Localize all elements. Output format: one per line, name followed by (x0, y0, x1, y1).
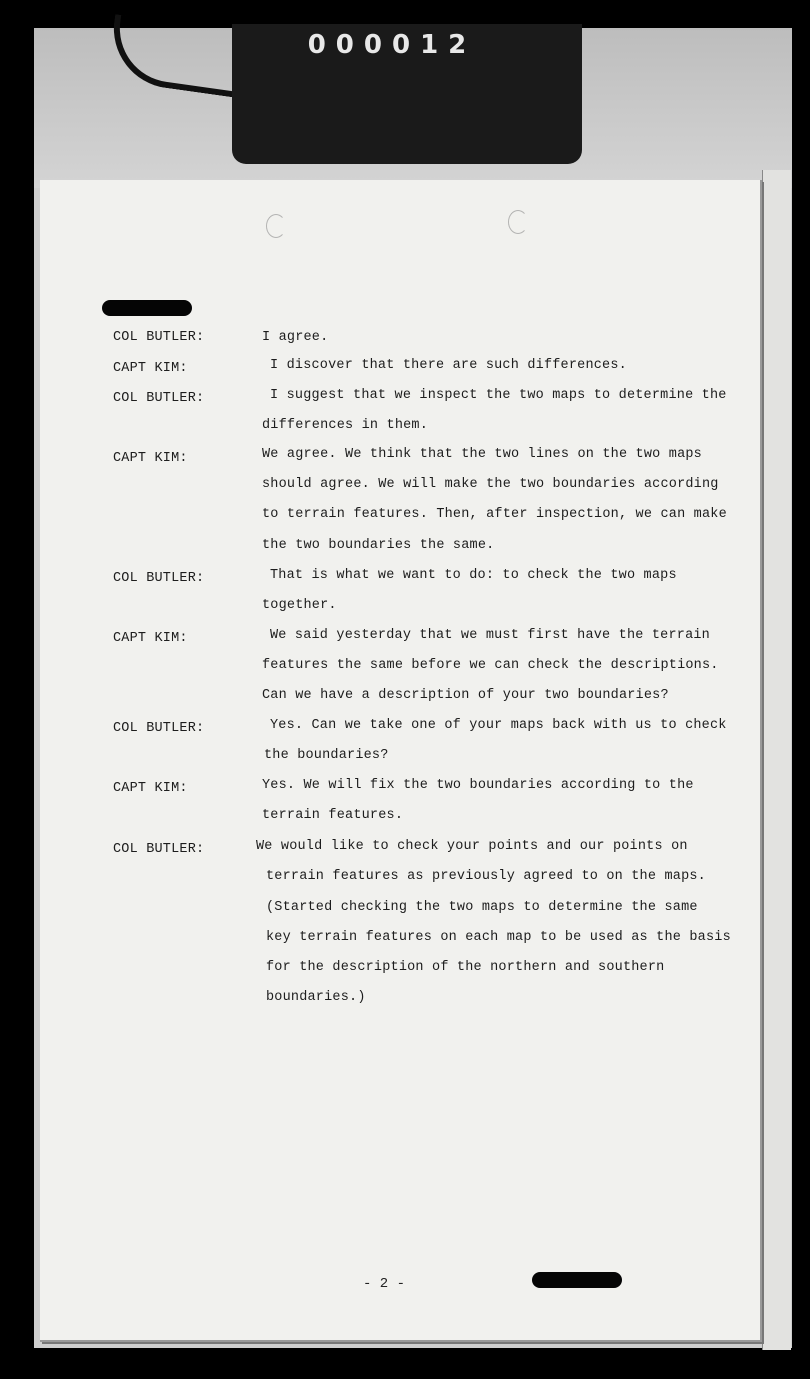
frame-counter-digits: 000012 (307, 30, 477, 60)
speaker-label: COL BUTLER: (113, 571, 205, 586)
dialogue-line: That is what we want to do: to check the two maps (270, 568, 677, 583)
speaker-label: CAPT KIM: (113, 631, 188, 646)
speaker-label: CAPT KIM: (113, 781, 188, 796)
speaker-label: CAPT KIM: (113, 451, 188, 466)
dialogue-line: Yes. We will fix the two boundaries according to the (262, 778, 694, 793)
dialogue-line: should agree. We will make the two boundaries according (262, 477, 719, 492)
dialogue-line: (Started checking the two maps to determine the same (266, 900, 698, 915)
dialogue-line: the two boundaries the same. (262, 538, 495, 553)
speaker-label: CAPT KIM: (113, 361, 188, 376)
speaker-label: COL BUTLER: (113, 330, 205, 345)
punch-hole-mark (508, 210, 528, 234)
speaker-label: COL BUTLER: (113, 842, 205, 857)
page-number: - 2 - (363, 1276, 406, 1292)
page-edge-strip (762, 170, 791, 1350)
dialogue-line: key terrain features on each map to be used as the basis (266, 930, 731, 945)
dialogue-line: I discover that there are such differences. (270, 358, 627, 373)
punch-hole-mark (266, 214, 286, 238)
dialogue-line: boundaries.) (266, 990, 366, 1005)
dialogue-line: terrain features as previously agreed to on the maps. (266, 869, 706, 884)
dialogue-line: I suggest that we inspect the two maps to determine the (270, 388, 727, 403)
document-page (40, 180, 762, 1342)
dialogue-line: We said yesterday that we must first have the terrain (270, 628, 710, 643)
speaker-label: COL BUTLER: (113, 721, 205, 736)
redaction-bar (532, 1272, 622, 1288)
redaction-bar (102, 300, 192, 316)
dialogue-line: terrain features. (262, 808, 404, 823)
dialogue-line: Can we have a description of your two boundaries? (262, 688, 669, 703)
dialogue-line: I agree. (262, 330, 329, 345)
dialogue-line: features the same before we can check the descriptions. (262, 658, 719, 673)
dialogue-line: together. (262, 598, 337, 613)
dialogue-line: We would like to check your points and our points on (256, 839, 688, 854)
dialogue-line: Yes. Can we take one of your maps back with us to check (270, 718, 727, 733)
dialogue-line: differences in them. (262, 418, 429, 433)
dialogue-line: to terrain features. Then, after inspection, we can make (262, 507, 727, 522)
speaker-label: COL BUTLER: (113, 391, 205, 406)
dialogue-line: the boundaries? (264, 748, 389, 763)
dialogue-line: for the description of the northern and southern (266, 960, 665, 975)
dialogue-line: We agree. We think that the two lines on the two maps (262, 447, 702, 462)
